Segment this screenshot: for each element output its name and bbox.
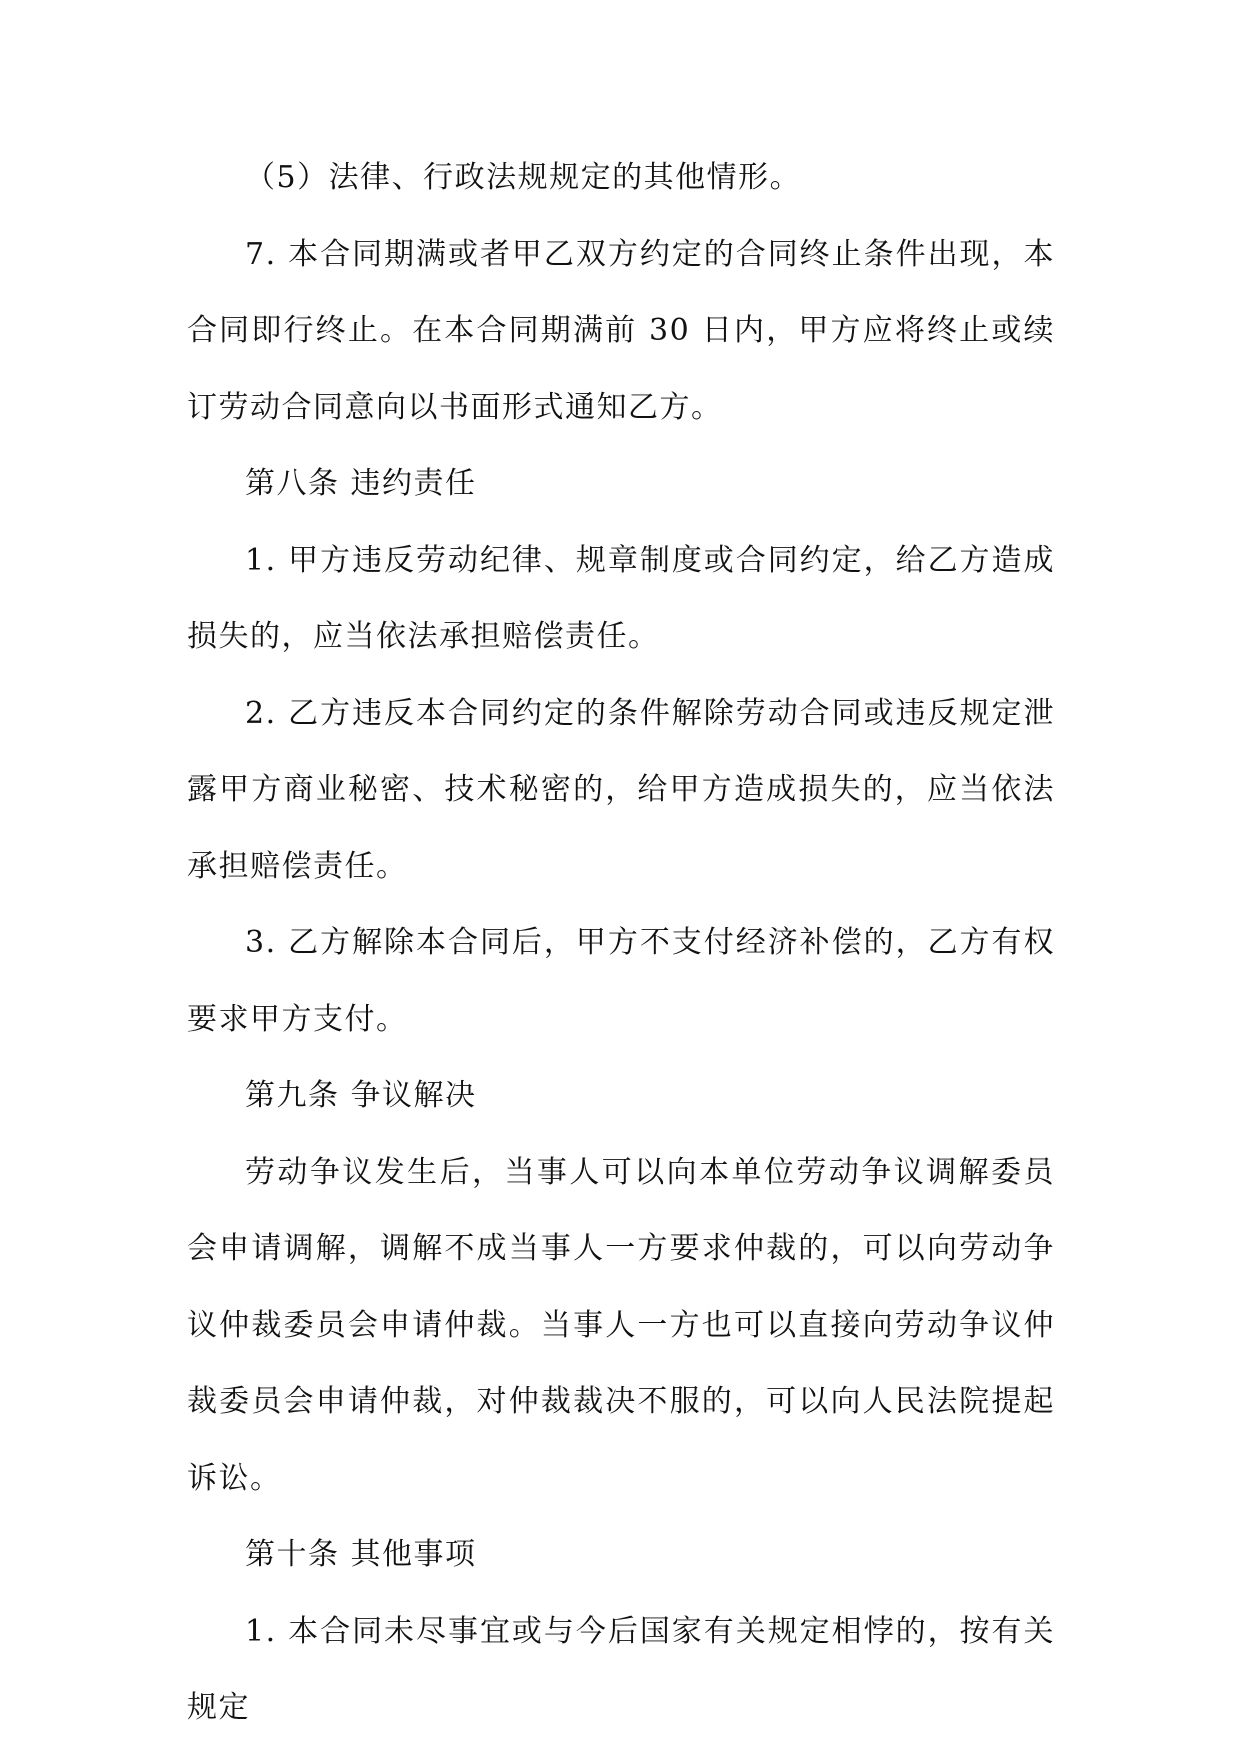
paragraph-compensation-right: 3. 乙方解除本合同后，甲方不支付经济补偿的，乙方有权要求甲方支付。 xyxy=(187,925,1055,1037)
paragraph-party-a-liability: 1. 甲方违反劳动纪律、规章制度或合同约定，给乙方造成损失的，应当依法承担赔偿责任。 xyxy=(187,542,1055,654)
paragraph-contract-termination: 7. 本合同期满或者甲乙双方约定的合同终止条件出现，本合同即行终止。在本合同期满前 30 日内，甲方应将终止或续订劳动合同意向以书面形式通知乙方。 xyxy=(187,236,1055,425)
paragraph-party-b-liability: 2. 乙方违反本合同约定的条件解除劳动合同或违反规定泄露甲方商业秘密、技术秘密的，给甲方造成损失的，应当依法承担赔偿责任。 xyxy=(187,695,1055,884)
section-heading-breach-liability: 第八条 违约责任 xyxy=(245,466,477,501)
paragraph-dispute-procedure: 劳动争议发生后，当事人可以向本单位劳动争议调解委员会申请调解，调解不成当事人一方要求仲裁的，可以向劳动争议仲裁委员会申请仲裁。当事人一方也可以直接向劳动争议仲裁委员会申请仲裁，对仲裁裁决不服的，可以向人民法院提起诉讼。 xyxy=(187,1154,1055,1496)
document-body xyxy=(187,140,1055,1747)
section-heading-dispute-resolution: 第九条 争议解决 xyxy=(245,1078,477,1113)
paragraph-unresolved-matters: 1. 本合同未尽事宜或与今后国家有关规定相悖的，按有关规定 xyxy=(187,1613,1055,1725)
section-heading-other-matters: 第十条 其他事项 xyxy=(245,1537,477,1572)
paragraph-other-circumstances: （5）法律、行政法规规定的其他情形。 xyxy=(245,160,802,195)
